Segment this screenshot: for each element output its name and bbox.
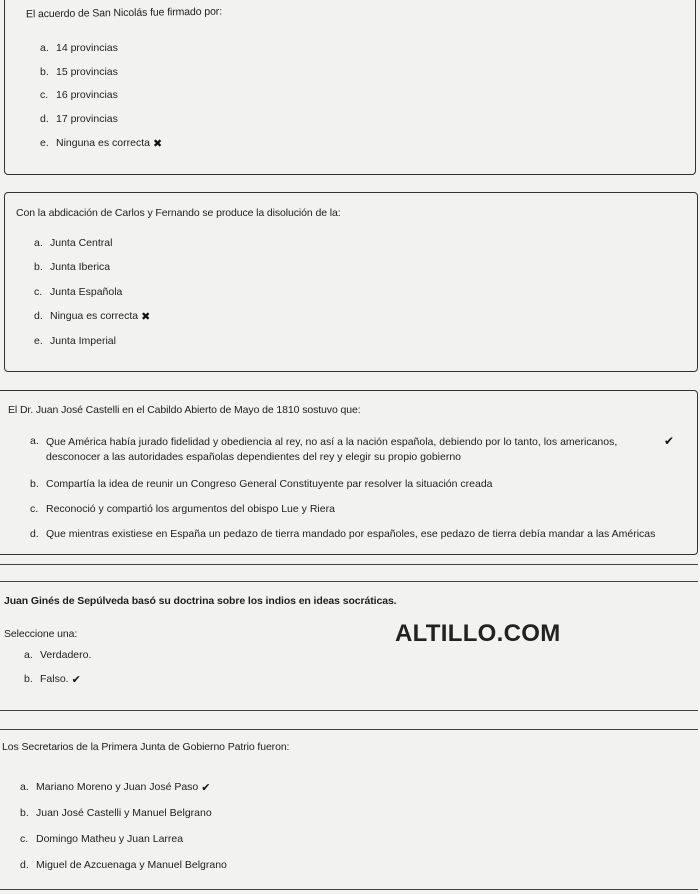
option-text: 14 provincias bbox=[56, 42, 118, 54]
option-text: Junta Española bbox=[50, 286, 123, 298]
option-text: Compartía la idea de reunir un Congreso General Constituyente par resolver la situación creada bbox=[46, 478, 493, 490]
question-5-option-c[interactable] bbox=[20, 833, 183, 845]
option-text: Que América había jurado fidelidad y obediencia al rey, no así a la nación española, debiendo por lo tanto, los americanos, desconocer a las autoridades españolas dependientes del rey y elegir su propio gobierno bbox=[46, 436, 618, 463]
question-3-text: El Dr. Juan José Castelli en el Cabildo Abierto de Mayo de 1810 sostuvo que: bbox=[8, 404, 361, 416]
question-2-option-d[interactable] bbox=[34, 310, 150, 323]
option-letter: b. bbox=[40, 66, 49, 78]
watermark: ALTILLO.COM bbox=[395, 620, 561, 647]
question-4-option-b[interactable] bbox=[24, 673, 81, 686]
option-text: Ningua es correcta bbox=[50, 310, 139, 322]
option-letter: b. bbox=[20, 807, 29, 819]
option-letter: c. bbox=[34, 286, 43, 298]
question-5-text: Los Secretarios de la Primera Junta de Gobierno Patrio fueron: bbox=[2, 741, 290, 753]
option-letter: a. bbox=[20, 781, 29, 793]
option-letter: c. bbox=[30, 503, 39, 515]
option-letter: a. bbox=[24, 649, 33, 661]
question-2-option-b[interactable] bbox=[34, 261, 110, 273]
option-text: Juan José Castelli y Manuel Belgrano bbox=[36, 807, 212, 819]
correct-check-icon: ✔ bbox=[664, 434, 675, 448]
incorrect-x-icon: ✖ bbox=[152, 138, 163, 150]
correct-check-icon: ✔ bbox=[201, 782, 211, 794]
question-2-option-a[interactable] bbox=[34, 237, 112, 249]
option-text: Falso. bbox=[40, 673, 69, 685]
option-letter: b. bbox=[30, 478, 39, 490]
question-5-option-a[interactable] bbox=[20, 781, 210, 794]
option-letter: d. bbox=[30, 528, 39, 540]
divider bbox=[0, 564, 698, 565]
question-1-option-e[interactable] bbox=[40, 137, 162, 150]
option-text: Junta Central bbox=[50, 237, 113, 249]
option-letter: c. bbox=[40, 89, 49, 101]
question-1-option-d[interactable] bbox=[40, 113, 118, 125]
question-1-option-a[interactable] bbox=[40, 42, 118, 54]
option-letter: c. bbox=[20, 833, 29, 845]
incorrect-x-icon: ✖ bbox=[141, 311, 151, 323]
option-letter: a. bbox=[40, 42, 49, 54]
question-1-option-c[interactable] bbox=[40, 89, 118, 101]
option-text: Junta Imperial bbox=[50, 335, 116, 347]
option-text: 15 provincias bbox=[56, 66, 118, 78]
question-3-option-a[interactable] bbox=[30, 435, 650, 465]
correct-check-icon: ✔ bbox=[71, 674, 81, 686]
option-text: Que mientras existiese en España un pedazo de tierra mandado por españoles, ese pedazo de tierra debía mandar a las Américas bbox=[46, 528, 656, 540]
option-text: 16 provincias bbox=[56, 89, 118, 101]
divider bbox=[0, 710, 698, 711]
question-3-option-b[interactable] bbox=[30, 478, 493, 490]
question-5-option-d[interactable] bbox=[20, 859, 227, 871]
question-3-option-d[interactable] bbox=[30, 528, 655, 540]
option-text: 17 provincias bbox=[56, 113, 118, 125]
option-text: Reconoció y compartió los argumentos del obispo Lue y Riera bbox=[46, 503, 335, 515]
divider bbox=[0, 581, 698, 582]
option-letter: e. bbox=[34, 335, 43, 347]
option-text: Mariano Moreno y Juan José Paso bbox=[36, 781, 199, 793]
option-letter: d. bbox=[34, 310, 43, 322]
question-3-option-c[interactable] bbox=[30, 503, 335, 515]
divider bbox=[0, 729, 698, 730]
question-1-option-b[interactable] bbox=[40, 66, 118, 78]
divider bbox=[0, 889, 698, 890]
select-one-prompt: Seleccione una: bbox=[4, 628, 78, 640]
question-2-text: Con la abdicación de Carlos y Fernando se produce la disolución de la: bbox=[16, 207, 341, 219]
option-text: Junta Iberica bbox=[50, 261, 111, 273]
option-text: Ninguna es correcta bbox=[56, 137, 150, 149]
option-letter: a. bbox=[34, 237, 43, 249]
option-letter: a. bbox=[30, 435, 39, 447]
option-letter: e. bbox=[40, 137, 49, 149]
question-2-option-c[interactable] bbox=[34, 286, 122, 298]
option-text: Verdadero. bbox=[40, 649, 92, 661]
question-2-option-e[interactable] bbox=[34, 335, 116, 347]
question-5-option-b[interactable] bbox=[20, 807, 212, 819]
option-letter: d. bbox=[40, 113, 49, 125]
question-4-option-a[interactable] bbox=[24, 649, 91, 661]
question-4-text: Juan Ginés de Sepúlveda basó su doctrina sobre los indios en ideas socráticas. bbox=[4, 595, 397, 607]
option-letter: b. bbox=[34, 261, 43, 273]
question-1-text: El acuerdo de San Nicolás fue firmado por: bbox=[25, 5, 223, 21]
option-text: Domingo Matheu y Juan Larrea bbox=[36, 833, 184, 845]
option-letter: d. bbox=[20, 859, 29, 871]
option-letter: b. bbox=[24, 673, 33, 685]
option-text: Miguel de Azcuenaga y Manuel Belgrano bbox=[36, 859, 227, 871]
